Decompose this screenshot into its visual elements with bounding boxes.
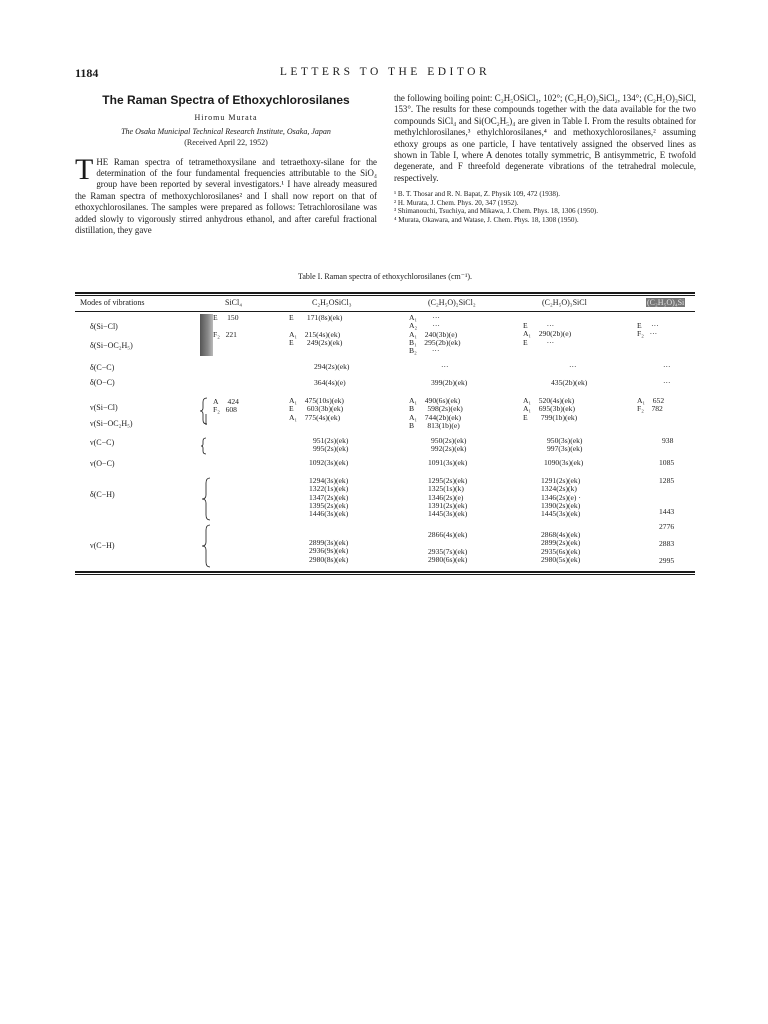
mode-label: δ(Si−OC₂H₅) xyxy=(90,341,133,350)
header-c2h5o2sicl2: (C₂H₅O)₂SiCl₂ xyxy=(428,298,476,307)
brace-vch xyxy=(202,525,210,567)
c4-cc-value: ··· xyxy=(663,362,671,371)
article-author: Hiromu Murata xyxy=(194,113,258,123)
c2-cc-value: ··· xyxy=(441,362,449,371)
sicl4-stretch-values: A 424 F₂ 608 xyxy=(213,397,239,415)
c3-vcc-values: 950(3s)(ek) 997(3s)(ek) xyxy=(547,436,583,454)
article-affiliation: The Osaka Municipal Technical Research Institute, Osaka, Japan xyxy=(121,126,331,136)
drop-cap: T xyxy=(75,152,94,186)
mode-label: δ(O−C) xyxy=(90,378,115,387)
article-body-right: the following boiling point: C₂H₅OSiCl₃, 102°; (C₂H₅O)₂SiCl₂, 134°; (C₂H₅O)₃SiCl, 153°. The results for these compounds together with the data available for the two compounds SiCl₄ and Si(OC₂H₅)₄ are given in Table I. From the results obtained for methylchlorosilanes,³ ethylchlorosilanes,⁴ and methoxychlorosilanes,² assuming ethoxy groups as one particle, I have tentatively assigned the observed lines as shown in Table I, where A denotes totally symmetric, B antisymmetric, E twofold degenerate, and F threefold degenerate vibrations of the tetrahedral molecule, respectively. xyxy=(394,93,696,183)
c4-voc-value: 1085 xyxy=(659,458,675,467)
c1-ch-values: 1294(3s)(ek) 1322(1s)(ek) 1347(2s)(ek) 1395(2s)(ek) 1446(3s)(ek) xyxy=(309,476,349,519)
c3-ch-values: 1291(2s)(ek) 1324(2s)(k) 1346(2s)(e) · 1390(2s)(ek) 1445(3s)(ek) xyxy=(541,476,581,519)
c1-vch-values: 2899(3s)(ek) 2936(9s)(ek) 2980(8s)(ek) xyxy=(309,538,349,564)
c4-vch-value-3: 2995 xyxy=(659,556,675,565)
c3-deformation-values: E ··· A₁ 290(2b)(e) E ··· xyxy=(523,321,572,347)
received-date: (Received April 22, 1952) xyxy=(184,138,268,148)
table-caption: Table I. Raman spectra of ethoxychlorosilanes (cm⁻¹). xyxy=(298,272,472,281)
table-bottom-rule-thin xyxy=(75,574,695,575)
footnote-4: ⁴ Murata, Okawara, and Watase, J. Chem. Phys. 18, 1308 (1950). xyxy=(394,216,579,225)
mode-label: ν(Si−OC₂H₅) xyxy=(90,419,133,428)
footnote-1: ¹ B. T. Thosar and R. N. Bapat, Z. Physik 109, 472 (1938). xyxy=(394,190,561,199)
c4-vch-value-1: 2776 xyxy=(659,522,675,531)
c3-vch-values: 2868(4s)(ek) 2899(2s)(ek) 2935(6s)(ek) 2980(5s)(ek) xyxy=(541,530,581,564)
c3-cc-value: ··· xyxy=(569,362,577,371)
c2-voc-value: 1091(3s)(ek) xyxy=(428,458,468,467)
c3-sicl-values: A₁ 520(4s)(ek) A₁ 695(3b)(ek) E 799(1b)(ek) xyxy=(523,396,578,422)
mode-label: δ(Si−Cl) xyxy=(90,322,118,331)
mode-label: ν(C−C) xyxy=(90,438,115,447)
table-bottom-rule xyxy=(75,571,695,573)
journal-section-title: LETTERS TO THE EDITOR xyxy=(279,66,491,78)
c1-cc-value: 294(2s)(ek) xyxy=(314,362,350,371)
c1-voc-value: 1092(3s)(ek) xyxy=(309,458,349,467)
c2-vch-values: 2866(4s)(ek) 2935(7s)(ek) 2980(6s)(ek) xyxy=(428,530,468,564)
c1-vcc-values: 951(2s)(ek) 995(2s)(ek) xyxy=(313,436,349,454)
c4-ch-value-2: 1443 xyxy=(659,507,675,516)
brace-vcc xyxy=(201,438,206,454)
c4-vch-value-2: 2883 xyxy=(659,539,675,548)
mode-label: ν(Si−Cl) xyxy=(90,403,118,412)
footnote-2: ² H. Murata, J. Chem. Phys. 20, 347 (1952). xyxy=(394,198,519,207)
c2-vcc-values: 950(2s)(ek) 992(2s)(ek) xyxy=(431,436,467,454)
c3-voc-value: 1090(3s)(ek) xyxy=(544,458,584,467)
c4-oc-value: ··· xyxy=(663,378,671,387)
mode-label: δ(C−C) xyxy=(90,363,115,372)
c2-deformation-values: A₁ ··· A₂ ··· A₁ 240(3b)(e) B₁ 295(2b)(ek) B₂ ··· xyxy=(409,313,461,356)
page-number: 1184 xyxy=(75,66,99,80)
c2-oc-value: 399(2b)(ek) xyxy=(431,378,468,387)
footnote-3: ³ Shimanouchi, Tsuchiya, and Mikawa, J. Chem. Phys. 18, 1306 (1950). xyxy=(394,207,599,216)
c4-deformation-values: E ··· F₂ ··· xyxy=(637,321,659,339)
c1-oc-value: 364(4s)(e) xyxy=(314,378,346,387)
article-title: The Raman Spectra of Ethoxychlorosilanes xyxy=(102,93,350,107)
c3-oc-value: 435(2b)(ek) xyxy=(551,378,588,387)
c4-vcc-value: 938 xyxy=(662,436,674,445)
c1-sicl-values: A₁ 475(10s)(ek) E 603(3b)(ek) A₁ 775(4s)(ek) xyxy=(289,396,344,422)
header-sicl4: SiCl₄ xyxy=(225,298,243,307)
header-modes: Modes of vibrations xyxy=(80,298,145,307)
header-c2h5osicl3: C₂H₅OSiCl₃ xyxy=(312,298,352,307)
sicl4-deformation-values: E 150 F₂ 221 xyxy=(213,313,239,339)
mode-label: ν(C−H) xyxy=(90,541,115,550)
brace-ch xyxy=(202,478,210,520)
c2-ch-values: 1295(2s)(ek) 1325(1s)(k) 1346(2s)(e) 1391(2s)(ek) 1445(3s)(ek) xyxy=(428,476,468,519)
mode-label: δ(C−H) xyxy=(90,490,115,499)
c4-sicl-values: A₁ 652 F₂ 782 xyxy=(637,396,665,414)
c1-deformation-values: E 171(8s)(ek) A₁ 215(4s)(ek) E 249(2s)(ek) xyxy=(289,313,343,347)
c2-sicl-values: A₁ 490(6s)(ek) B 598(2s)(ek) A₁ 744(2b)(ek) B 813(1b)(e) xyxy=(409,396,463,430)
highlighted-header-text: (C₂H₅O)₄Si xyxy=(647,298,685,307)
mode-label: ν(O−C) xyxy=(90,459,115,468)
c4-ch-value-1: 1285 xyxy=(659,476,675,485)
header-c2h5o3sicl: (C₂H₅O)₃SiCl xyxy=(542,298,587,307)
body-text-left: HE Raman spectra of tetramethoxysilane and tetraethoxy-silane for the determination of the four fundamental frequencies attributable to the SiO₄ group have been reported by several investigators.¹ I have already measured the Raman spectra of methoxychlorosilanes² and I shall now report on that of ethoxychlorosilanes. The samples were prepared as follows: Tetrachlorosilane was added slowly to vigorously stirred anhydrous ethanol, and after careful fractional distillation, they gave xyxy=(75,156,377,236)
